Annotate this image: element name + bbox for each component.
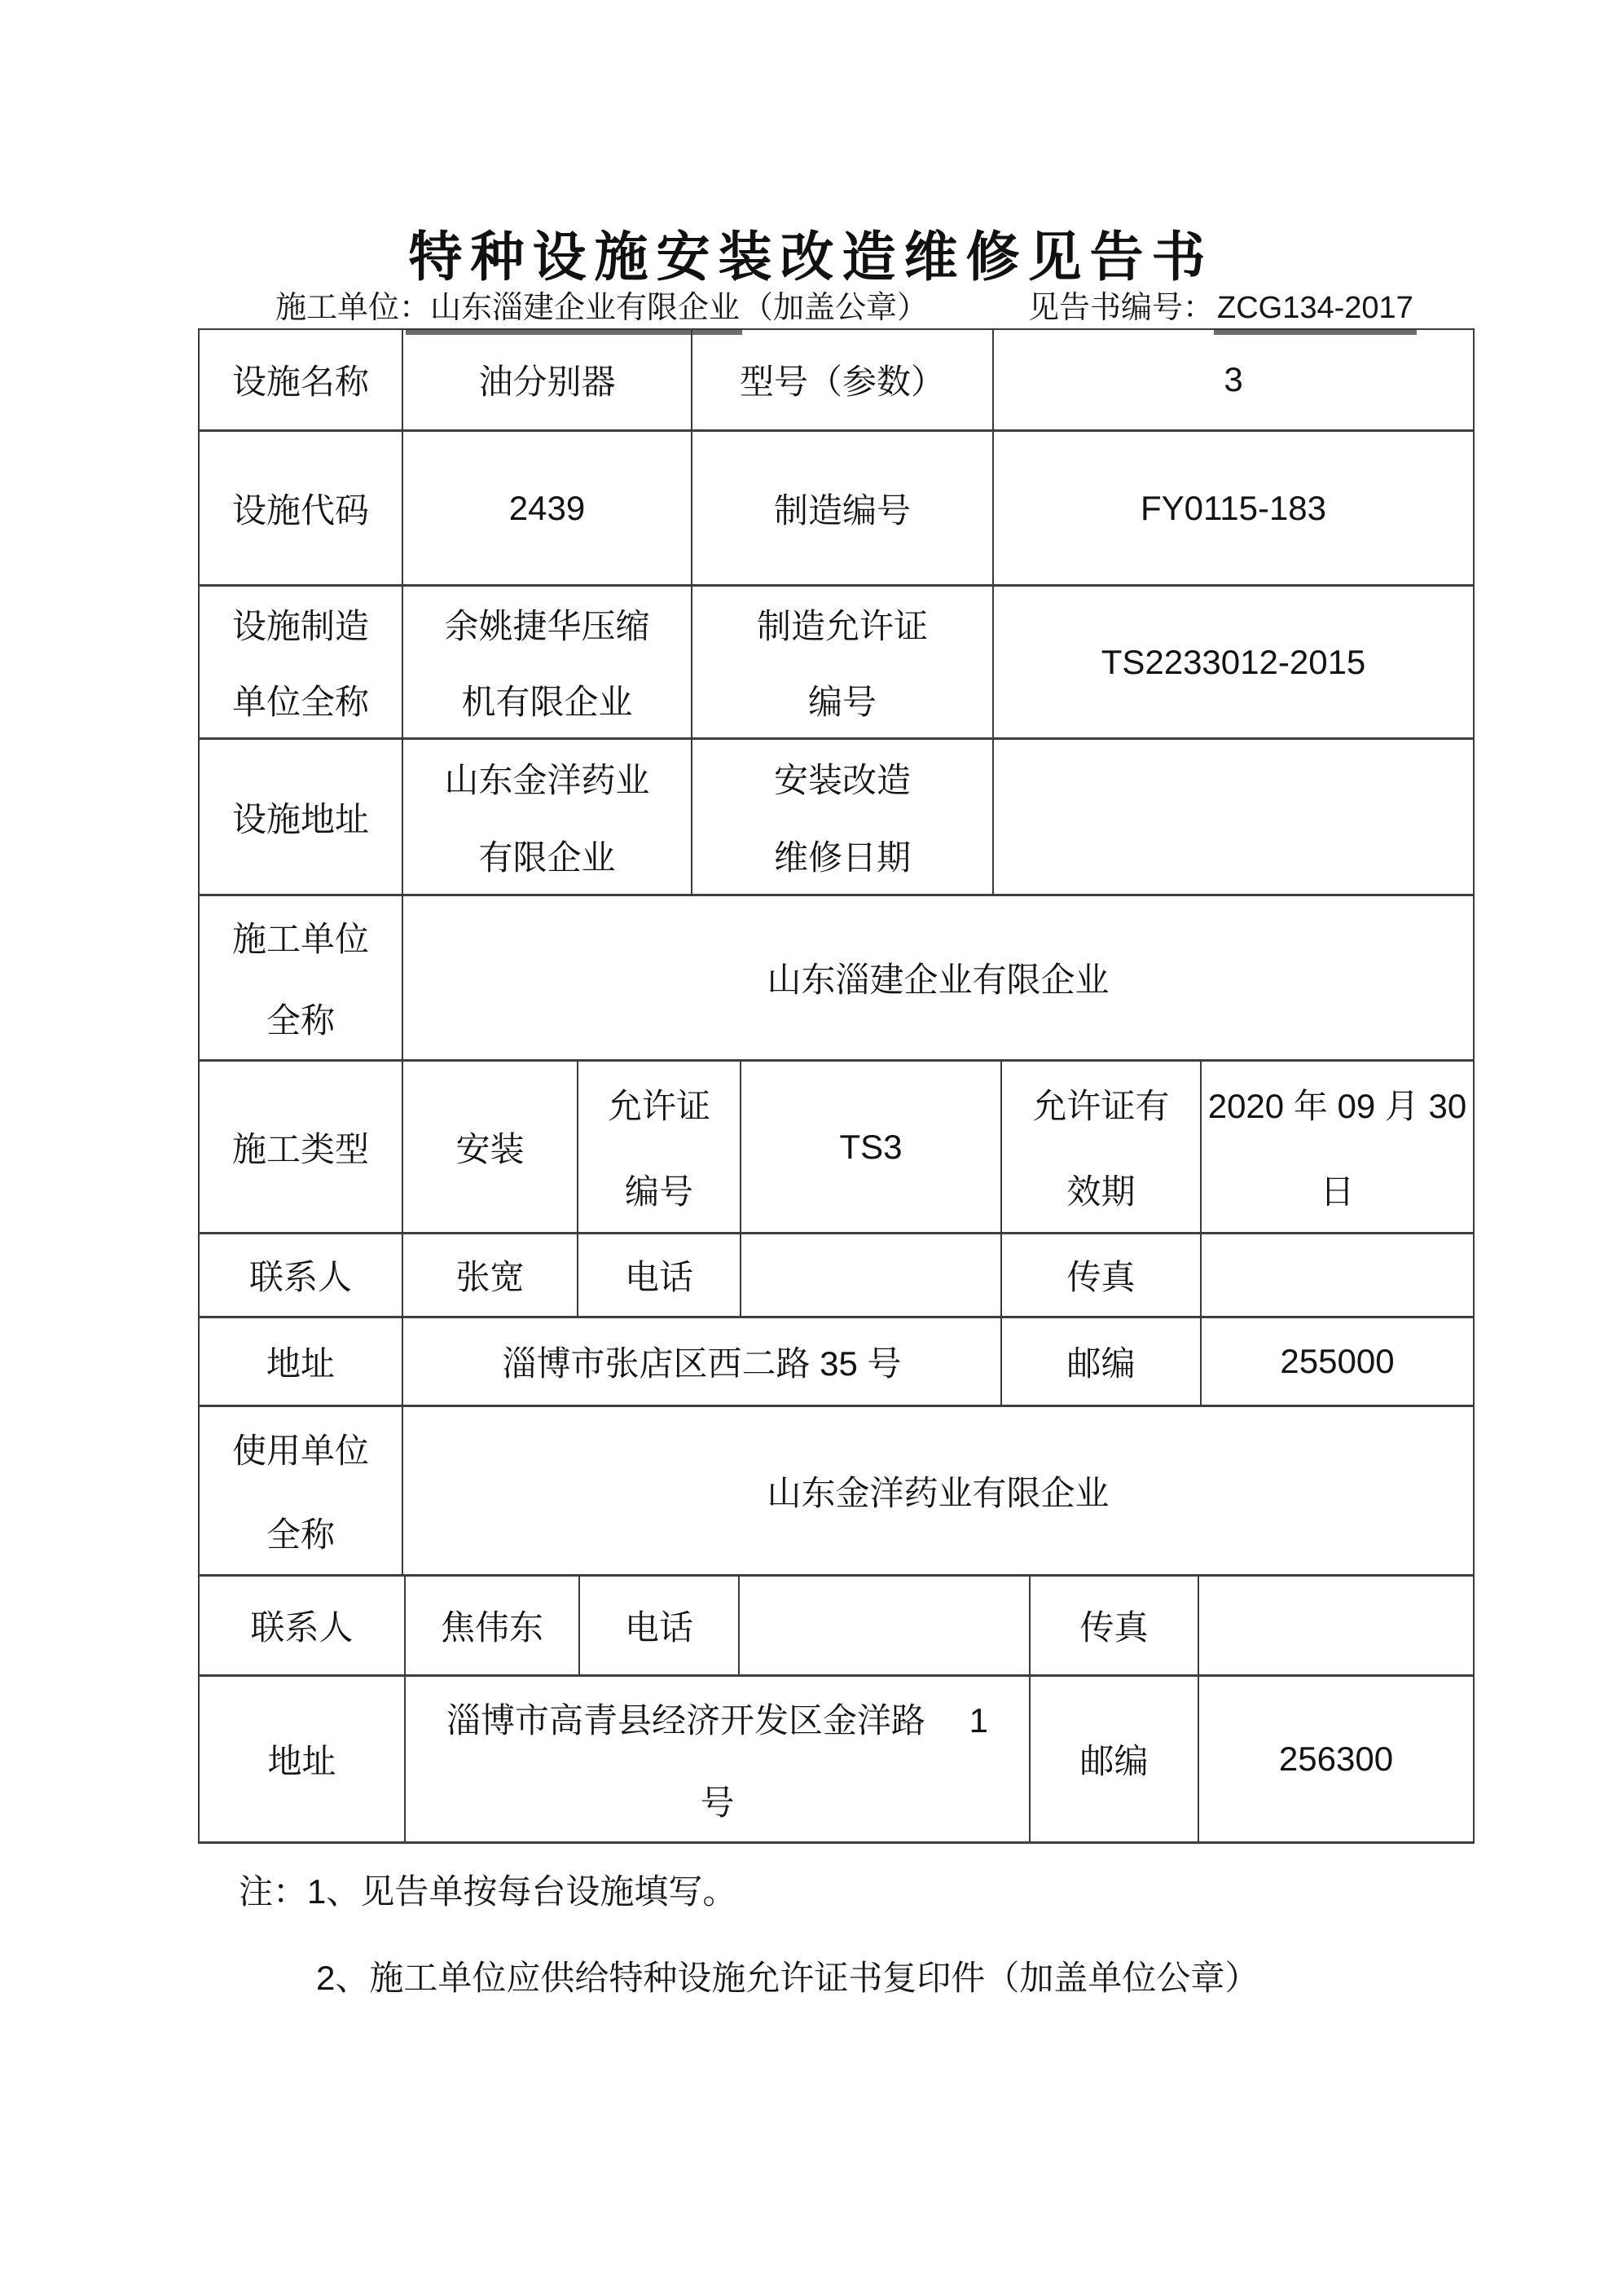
footnote-2: 2、施工单位应供给特种设施允许证书复印件（加盖单位公章） xyxy=(316,1959,1259,1997)
user-contact-label: 联系人 xyxy=(200,1577,406,1677)
table-row xyxy=(200,587,1475,740)
manufacturer-label: 设施制造 单位全称 xyxy=(200,587,403,740)
table-row xyxy=(200,1577,1475,1677)
manufacture-licence-value: TS2233012-2015 xyxy=(994,587,1475,740)
notification-number-label: 见告书编号： xyxy=(1028,291,1215,325)
user-fax-label: 传真 xyxy=(1031,1577,1199,1677)
postcode-value: 255000 xyxy=(1202,1318,1475,1407)
user-postcode-label: 邮编 xyxy=(1031,1677,1199,1844)
user-phone-label: 电话 xyxy=(580,1577,740,1677)
construction-unit-label: 施工单位： xyxy=(275,291,431,325)
postcode-label: 邮编 xyxy=(1002,1318,1202,1407)
table-row xyxy=(200,896,1475,1062)
page-title: 特种设施安装改造维修见告书 xyxy=(408,227,1214,287)
model-value: 3 xyxy=(994,330,1475,432)
table-row xyxy=(200,330,1475,432)
facility-name-label: 设施名称 xyxy=(200,330,403,432)
user-phone-value xyxy=(740,1577,1031,1677)
table-row xyxy=(200,740,1475,896)
phone-label: 电话 xyxy=(578,1234,741,1318)
table-row xyxy=(200,1062,1475,1234)
construction-type-label: 施工类型 xyxy=(200,1062,403,1234)
user-address-value: 淄博市高青县经济开发区金洋路 1 号 xyxy=(406,1677,1031,1844)
user-unit-fullname-label: 使用单位 全称 xyxy=(200,1407,403,1577)
table-row xyxy=(200,432,1475,587)
table-row xyxy=(200,1677,1475,1844)
address-value: 淄博市张店区西二路 35 号 xyxy=(403,1318,1002,1407)
form-table xyxy=(198,328,1475,1844)
table-row xyxy=(200,1234,1475,1318)
manufacture-licence-label: 制造允许证 编号 xyxy=(692,587,994,740)
licence-number-value: TS3 xyxy=(741,1062,1002,1234)
user-contact-value: 焦伟东 xyxy=(406,1577,580,1677)
user-fax-value xyxy=(1199,1577,1475,1677)
manufacturer-value: 余姚捷华压缩 机有限企业 xyxy=(403,587,692,740)
contact-value: 张宽 xyxy=(403,1234,578,1318)
facility-code-label: 设施代码 xyxy=(200,432,403,587)
fax-value xyxy=(1202,1234,1475,1318)
table-row xyxy=(200,1318,1475,1407)
address-label: 地址 xyxy=(200,1318,403,1407)
table-row xyxy=(200,1407,1475,1577)
seal-hint: （加盖公章） xyxy=(742,291,929,325)
model-label: 型号（参数） xyxy=(692,330,994,432)
user-unit-fullname-value: 山东金洋药业有限企业 xyxy=(403,1407,1475,1577)
footnote-1: 注：1、见告单按每台设施填写。 xyxy=(239,1872,737,1911)
licence-validity-value: 2020 年 09 月 30 日 xyxy=(1202,1062,1475,1234)
notification-number-value: ZCG134-2017 xyxy=(1214,288,1417,335)
contact-label: 联系人 xyxy=(200,1234,403,1318)
repair-date-value xyxy=(994,740,1475,896)
manufacture-number-label: 制造编号 xyxy=(692,432,994,587)
construction-unit-value: 山东淄建企业有限企业 xyxy=(406,288,742,335)
user-postcode-value: 256300 xyxy=(1199,1677,1475,1844)
facility-name-value: 油分别器 xyxy=(403,330,692,432)
facility-address-value: 山东金洋药业 有限企业 xyxy=(403,740,692,896)
facility-address-label: 设施地址 xyxy=(200,740,403,896)
construction-unit-fullname-value: 山东淄建企业有限企业 xyxy=(403,896,1475,1062)
user-address-label: 地址 xyxy=(200,1677,406,1844)
licence-validity-label: 允许证有 效期 xyxy=(1002,1062,1202,1234)
phone-value xyxy=(741,1234,1002,1318)
facility-code-value: 2439 xyxy=(403,432,692,587)
licence-number-label: 允许证 编号 xyxy=(578,1062,741,1234)
manufacture-number-value: FY0115-183 xyxy=(994,432,1475,587)
fax-label: 传真 xyxy=(1002,1234,1202,1318)
repair-date-label: 安装改造 维修日期 xyxy=(692,740,994,896)
construction-type-value: 安装 xyxy=(403,1062,578,1234)
construction-unit-fullname-label: 施工单位 全称 xyxy=(200,896,403,1062)
